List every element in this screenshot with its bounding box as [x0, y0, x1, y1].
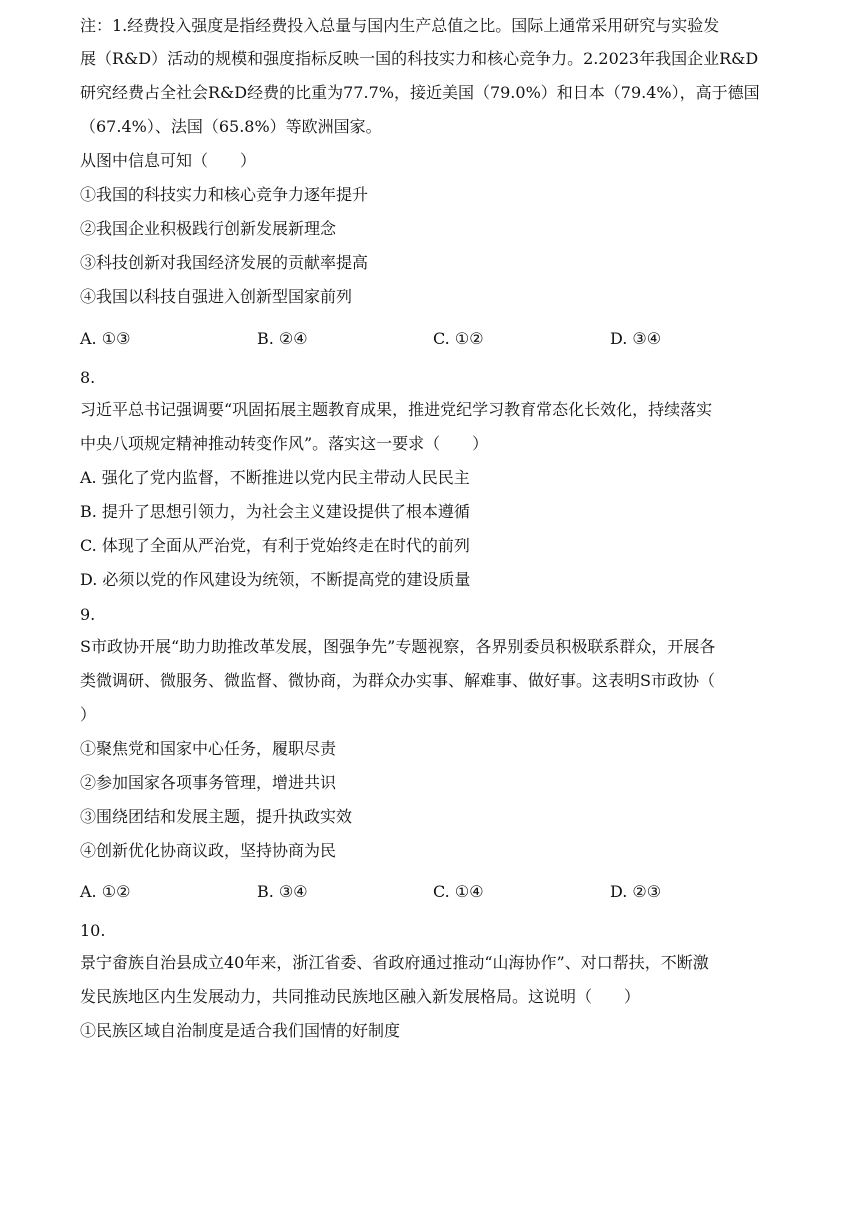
q10-statement-1: ①民族区域自治制度是适合我们国情的好制度 [80, 1021, 401, 1040]
q8-stem-line-1: 习近平总书记强调要“巩固拓展主题教育成果，推进党纪学习教育常态化长效化，持续落实 [80, 400, 713, 419]
q10-stem-line-1: 景宁畲族自治县成立40年来，浙江省委、省政府通过推动“山海协作”、对口帮扶，不断激 [80, 953, 709, 972]
q9-options [80, 880, 800, 904]
q7-stem: 从图中信息可知（ ） [80, 151, 257, 170]
q9-stem-line-2: 类微调研、微服务、微监督、微协商，为群众办实事、解难事、做好事。这表明S市政协（ [80, 671, 715, 690]
q10-stem-line-2: 发民族地区内生发展动力，共同推动民族地区融入新发展格局。这说明（ ） [80, 987, 641, 1006]
note-line-3: 研究经费占全社会R&D经费的比重为77.7%，接近美国（79.0%）和日本（79.4%），高于德国 [80, 83, 760, 102]
q10-number: 10. [80, 921, 106, 940]
q9-option-d: D. ②③ [610, 882, 662, 901]
q7-statement-4: ④我国以科技自强进入创新型国家前列 [80, 287, 353, 306]
q7-option-c: C. ①② [433, 329, 484, 348]
q8-number: 8. [80, 368, 96, 387]
q8-option-d: D. 必须以党的作风建设为统领，不断提高党的建设质量 [80, 570, 471, 589]
q7-statement-3: ③科技创新对我国经济发展的贡献率提高 [80, 253, 369, 272]
q7-options [80, 327, 800, 351]
q9-number: 9. [80, 605, 96, 624]
note-line-1: 注：1.经费投入强度是指经费投入总量与国内生产总值之比。国际上通常采用研究与实验发 [80, 16, 720, 35]
q9-option-b: B. ③④ [257, 882, 308, 901]
q7-option-a: A. ①③ [80, 329, 131, 348]
q7-statement-1: ①我国的科技实力和核心竞争力逐年提升 [80, 185, 369, 204]
q9-statement-4: ④创新优化协商议政，坚持协商为民 [80, 841, 337, 860]
note-line-2: 展（R&D）活动的规模和强度指标反映一国的科技实力和核心竞争力。2.2023年我国企业R&D [80, 49, 759, 68]
q8-option-c: C. 体现了全面从严治党，有利于党始终走在时代的前列 [80, 536, 470, 555]
q9-stem-line-1: S市政协开展“助力助推改革发展，图强争先”专题视察，各界别委员积极联系群众，开展各 [80, 637, 716, 656]
q7-option-d: D. ③④ [610, 329, 662, 348]
q9-option-c: C. ①④ [433, 882, 484, 901]
q7-statement-2: ②我国企业积极践行创新发展新理念 [80, 219, 337, 238]
q9-option-a: A. ①② [80, 882, 131, 901]
q8-option-a: A. 强化了党内监督，不断推进以党内民主带动人民民主 [80, 468, 470, 487]
q9-statement-2: ②参加国家各项事务管理，增进共识 [80, 773, 337, 792]
q9-stem-line-3: ） [80, 705, 97, 724]
q8-stem-line-2: 中央八项规定精神推动转变作风”。落实这一要求（ ） [80, 434, 489, 453]
note-line-4: （67.4%）、法国（65.8%）等欧洲国家。 [80, 117, 382, 136]
q9-statement-3: ③围绕团结和发展主题，提升执政实效 [80, 807, 353, 826]
q8-option-b: B. 提升了思想引领力，为社会主义建设提供了根本遵循 [80, 502, 470, 521]
q9-statement-1: ①聚焦党和国家中心任务，履职尽责 [80, 739, 337, 758]
q7-option-b: B. ②④ [257, 329, 308, 348]
